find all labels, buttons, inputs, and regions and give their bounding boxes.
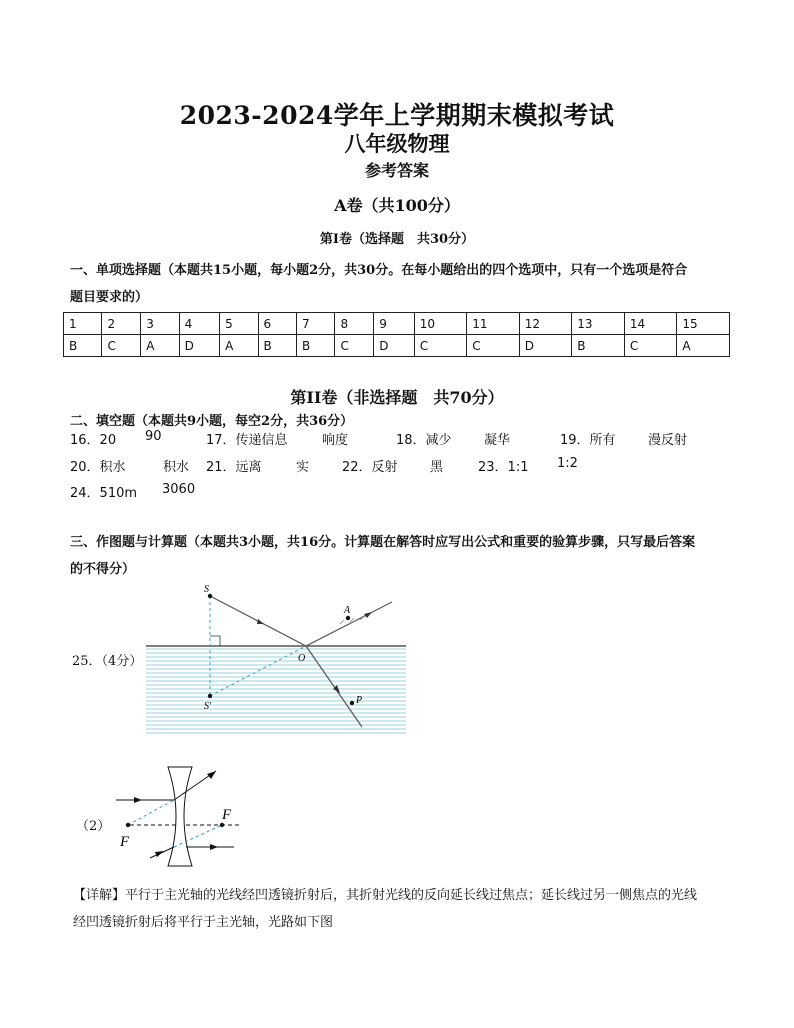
fill-answer: 24．510m [70,486,138,501]
arrow-icon [207,771,216,779]
fill-answer: 18．减少 [396,433,452,448]
answer-table-answer-row [64,335,730,357]
arrow-icon [257,619,264,624]
label-a: A [344,605,351,616]
fill-answer: 21．远离 [206,460,262,475]
answer-cell: C [414,335,467,357]
answer-key-title: 参考答案 [364,161,429,180]
question-number-cell: 13 [572,313,625,335]
question-number-cell: 8 [335,313,374,335]
fill-answer: 20．积水 [70,460,126,475]
answer-cell: A [220,335,258,357]
arrow-icon [155,851,164,857]
volume-a-title: A卷（共100分） [334,196,460,215]
detail-line1: 【详解】平行于主光轴的光线经凹透镜折射后，其折射光线的反向延长线过焦点；延长线过另一侧焦点的光线 [73,888,698,903]
arrow-icon [134,797,142,803]
fill-answer: 23．1:1 [478,460,529,475]
fill-answer: 19．所有 [560,433,616,448]
answer-cell: C [467,335,520,357]
point-a [346,616,350,620]
fill-answer: 22．反射 [342,460,398,475]
point-p [350,701,354,705]
right-angle-mark [210,636,220,646]
section1-heading-line1: 一、单项选择题（本题共15小题，每小题2分，共30分。在每小题给出的四个选项中，只有一个选项是符合 [70,263,688,278]
subject-title: 八年级物理 [344,131,450,156]
q25-label: 25．（4分） [72,654,143,669]
question-number-cell: 11 [467,313,520,335]
label-s: S [204,584,209,595]
question-number-cell: 9 [374,313,414,335]
answer-table-number-row [64,313,730,335]
water-region [146,646,406,735]
part2-title: 第II卷（非选择题 共70分） [290,388,504,407]
page-title: 2023-2024学年上学期期末模拟考试 [179,101,615,130]
question-number-cell: 4 [179,313,219,335]
question-number-cell: 2 [102,313,141,335]
question-number-cell: 5 [220,313,258,335]
q2-label: （2） [76,819,111,834]
fill-answer: 1:2 [557,456,578,471]
answer-cell: B [297,335,335,357]
label-p: P [356,695,363,706]
label-s-prime: S′ [204,701,212,712]
answer-table [63,312,730,357]
part1-title: 第I卷（选择题 共30分） [319,232,475,247]
fill-answer: 漫反射 [648,433,688,448]
label-f-left: F [120,834,130,850]
question-number-cell: 10 [414,313,467,335]
detail-line2: 经凹透镜折射后将平行于主光轴，光路如下图 [73,915,334,930]
answer-cell: B [258,335,296,357]
arrow-icon [210,844,218,850]
section3-heading-line2: 的不得分） [70,562,136,577]
question-number-cell: 12 [519,313,572,335]
point-s-prime [208,694,212,698]
label-o: O [298,653,306,664]
answer-cell: B [64,335,102,357]
question-number-cell: 1 [64,313,102,335]
fill-answer: 16．20 [70,433,117,448]
question-number-cell: 7 [297,313,335,335]
question-number-cell: 15 [677,313,730,335]
arrow-icon [364,612,372,618]
fill-answer: 17．传递信息 [206,433,288,448]
fill-answer: 黑 [430,460,444,475]
concave-lens-diagram [110,762,250,874]
section1-heading-line2: 题目要求的） [70,290,149,305]
question-number-cell: 6 [258,313,296,335]
reflection-refraction-diagram [140,575,410,740]
fill-answer: 响度 [322,433,349,448]
label-f-right: F [222,807,232,823]
fill-answer: 实 [296,460,310,475]
fill-answer: 凝华 [484,433,511,448]
section2-heading: 二、填空题（本题共9小题，每空2分，共36分） [70,414,354,429]
question-number-cell: 3 [141,313,179,335]
answer-cell: A [677,335,730,357]
fill-answer: 积水 [163,460,190,475]
concave-lens [168,767,192,866]
answer-cell: C [102,335,141,357]
fill-answer: 3060 [162,482,196,497]
focal-point-right [220,823,224,827]
answer-cell: C [335,335,374,357]
focal-point-left [126,823,130,827]
answer-cell: B [572,335,625,357]
section3-heading-line1: 三、作图题与计算题（本题共3小题，共16分。计算题在解答时应写出公式和重要的验算步骤，只写最后答案 [70,535,696,550]
answer-cell: C [624,335,677,357]
extension-line [128,800,174,825]
answer-cell: A [141,335,179,357]
fill-answer: 90 [145,429,162,444]
answer-cell: D [519,335,572,357]
answer-cell: D [374,335,414,357]
question-number-cell: 14 [624,313,677,335]
answer-cell: D [179,335,219,357]
